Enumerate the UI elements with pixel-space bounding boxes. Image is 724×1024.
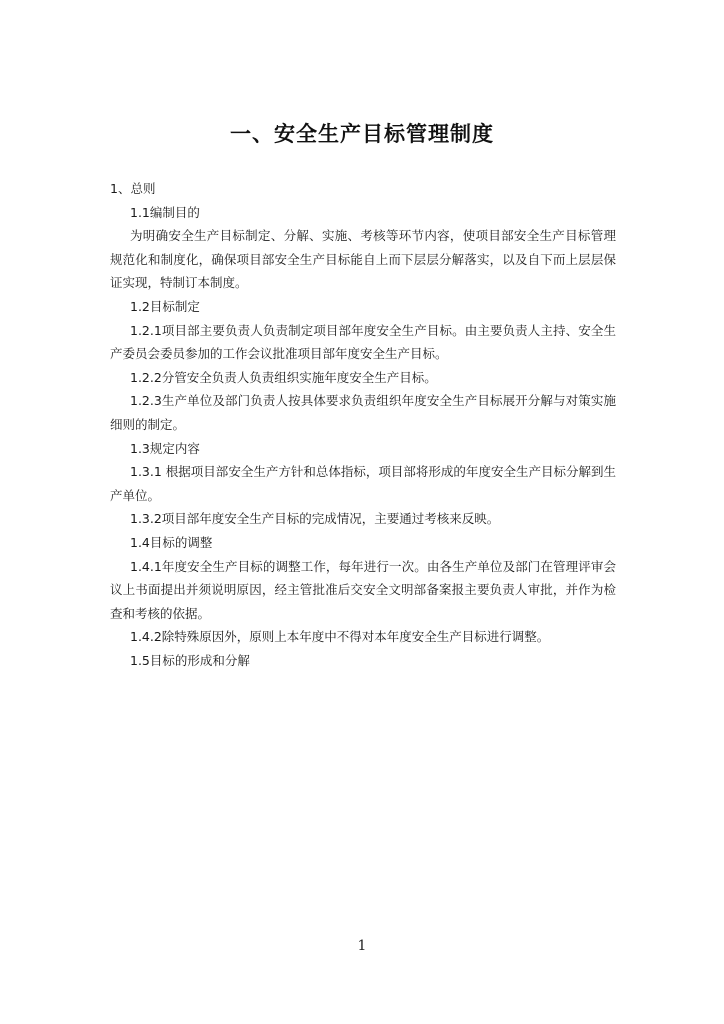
subsection-heading-purpose: 1.1编制目的 <box>130 204 200 220</box>
paragraph-purpose: 为明确安全生产目标制定、分解、实施、考核等环节内容，使项目部安全生产目标管理规范化和制度化，确保项目部安全生产目标能自上而下层层分解落实，以及自下而上层层保证实现，特制订本制度。 <box>110 228 616 291</box>
document-body <box>110 177 616 672</box>
paragraph-1-3-1: 1.3.1 根据项目部安全生产方针和总体指标，项目部将形成的年度安全生产目标分解到生产单位。 <box>110 464 616 503</box>
subsection-heading-adjustment: 1.4目标的调整 <box>130 534 213 550</box>
subsection-heading-content: 1.3规定内容 <box>130 440 200 456</box>
paragraph-1-2-2: 1.2.2分管安全负责人负责组织实施年度安全生产目标。 <box>130 369 437 385</box>
paragraph-1-2-3: 1.2.3生产单位及部门负责人按具体要求负责组织年度安全生产目标展开分解与对策实施细则的制定。 <box>110 393 616 432</box>
document-title: 一、安全生产目标管理制度 <box>230 122 494 146</box>
paragraph-1-3-2: 1.3.2项目部年度安全生产目标的完成情况，主要通过考核来反映。 <box>130 511 500 527</box>
paragraph-1-2-1: 1.2.1项目部主要负责人负责制定项目部年度安全生产目标。由主要负责人主持、安全生产委员会委员参加的工作会议批准项目部年度安全生产目标。 <box>110 322 616 362</box>
subsection-heading-target-setting: 1.2目标制定 <box>130 298 200 314</box>
section-heading-general: 1、总则 <box>110 181 156 196</box>
paragraph-1-4-1: 1.4.1年度安全生产目标的调整工作，每年进行一次。由各生产单位及部门在管理评审会议上书面提出并须说明原因，经主管批准后交安全文明部备案报主要负责人审批，并作为检查和考核的依据。 <box>110 558 616 621</box>
paragraph-1-4-2: 1.4.2除特殊原因外，原则上本年度中不得对本年度安全生产目标进行调整。 <box>130 629 550 645</box>
page-number: 1 <box>357 938 367 954</box>
subsection-heading-formation: 1.5目标的形成和分解 <box>130 652 250 668</box>
